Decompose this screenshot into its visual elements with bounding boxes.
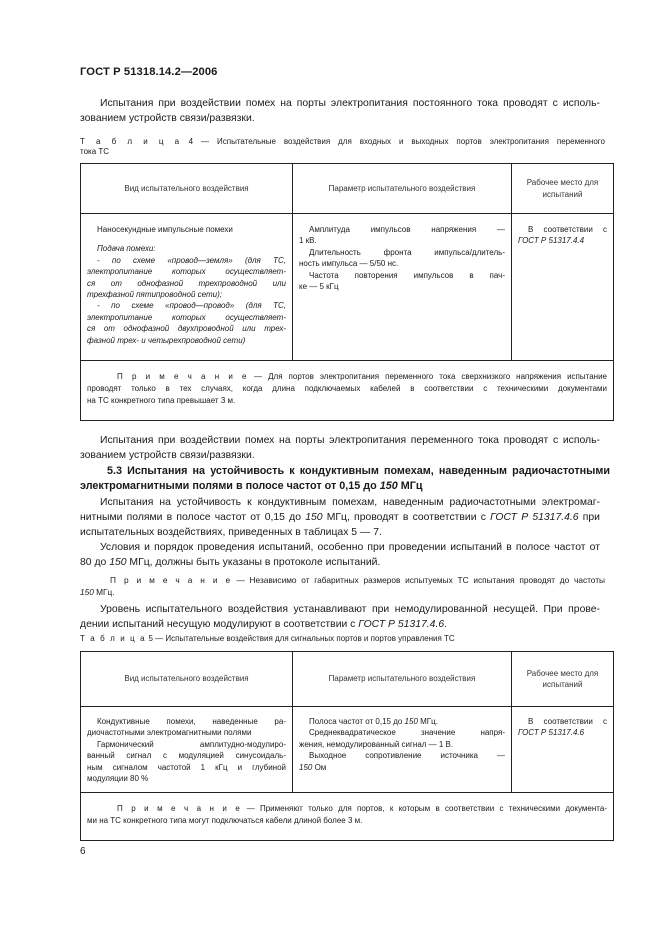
cell-line: электропитание которых осуществляет-: [87, 312, 286, 322]
cell-line: - по схеме «провод—земля» (для ТС,: [97, 255, 286, 265]
cell-line: В соответствии с: [528, 717, 607, 726]
caption-line: тока ТС: [80, 147, 110, 156]
table4-header-type: Вид испытательного воздействия: [81, 164, 293, 214]
paragraph-line: зованием устройств связи/развязки.: [80, 450, 255, 461]
note-line: ми на ТС конкретного типа могут подключаться кабели длиной более 3 м.: [87, 816, 363, 826]
paragraph-text: при: [578, 512, 600, 523]
cell-text: Ом: [312, 762, 327, 772]
cell-number: 150: [299, 762, 313, 772]
note-prefix: П р и м е ч а н и е: [117, 372, 249, 381]
table5-caption: [80, 634, 605, 644]
cell-number: 150: [404, 717, 418, 726]
table4-cell-parameter: [293, 214, 512, 361]
cell-line: ГОСТ Р 51317.4.4: [518, 236, 585, 246]
caption-text: 4 — Испытательные воздействия для входных и выходных портов электропитания переменного: [180, 137, 605, 146]
note-line: [80, 586, 605, 598]
caption-text: 5 — Испытательные воздействия для сигнальных портов и портов управления ТС: [146, 634, 455, 643]
note-prefix: П р и м е ч а н и е: [117, 804, 242, 813]
table4-cell-workplace: [512, 214, 614, 361]
table5-header-type: Вид испытательного воздействия: [81, 652, 293, 707]
table5-header-workplace: Рабочее место для испытаний: [512, 652, 614, 707]
note-line: проводят только в тех случаях, когда длина подключаемых кабелей в соответствии с техническими документами: [87, 384, 607, 394]
note-text: — Для портов электропитания переменного тока сверхнизкого напряжения испытание: [248, 372, 608, 381]
caption-line: [80, 634, 605, 644]
cell-line: Выходное сопротивление источника —: [309, 751, 505, 761]
standard-reference: ГОСТ Р 51317.4.6: [358, 619, 445, 630]
standard-reference: ГОСТ Р 51317.4.6: [490, 512, 579, 523]
table4-note-cell: [81, 361, 614, 421]
caption-prefix: Т а б л и ц а: [80, 634, 147, 643]
cell-line: Наносекундные импульсные помехи: [97, 225, 233, 234]
paragraph-line: Испытания при воздействии помех на порты электропитания переменного тока проводят с исполь-: [100, 435, 600, 446]
table5-cell-workplace: [512, 707, 614, 793]
paragraph-text: 80 до: [80, 557, 110, 568]
cell-text: Полоса частот от 0,15 до: [309, 717, 405, 726]
paragraph-line: испытательных воздействиях, приведенных в таблицах 5 — 7.: [80, 527, 382, 538]
cell-line: ся от однофазной двухпроводной или трех-: [87, 324, 286, 334]
table5: [80, 651, 614, 841]
cell-line: Длительность фронта импульса/длитель-: [309, 247, 505, 257]
page-number: 6: [80, 846, 86, 857]
cell-line: [299, 762, 505, 773]
cell-line: модуляции 80 %: [87, 774, 149, 784]
paragraph-text: МГц, проводят в соответствии с: [322, 512, 491, 523]
cell-line: ность импульса — 5/50 нс.: [299, 259, 399, 269]
cell-line: Среднеквадратическое значение напря-: [309, 728, 505, 738]
table5-cell-type: [81, 707, 293, 793]
cell-line: [299, 716, 505, 727]
note-text: МГц.: [93, 587, 115, 598]
paragraph-text: МГц, должны быть указаны в протоколе испытаний.: [126, 557, 381, 568]
note-line: [87, 803, 607, 815]
cell-line: диочастотными электромагнитными полями: [87, 728, 252, 738]
heading-text: МГц: [397, 480, 423, 492]
heading-text: электромагнитными полями в полосе частот от 0,15 до: [80, 480, 380, 492]
cell-line: электропитание которых осуществляет-: [87, 267, 286, 277]
cell-line: 1 кВ.: [299, 236, 317, 246]
paragraph-line: [80, 510, 600, 525]
paragraph-ac-ports: [80, 433, 600, 463]
note-line: [80, 574, 605, 586]
paragraph-text: дении испытаний несущую модулируют в соответствии с: [80, 619, 359, 630]
table5-header-parameter: Параметр испытательного воздействия: [293, 652, 512, 707]
cell-line: ванный сигнал с модуляцией синусоидаль-: [87, 751, 286, 761]
cell-line: - по схеме «провод—провод» (для ТС,: [97, 301, 286, 311]
paragraph-number: 150: [305, 512, 323, 523]
table4: [80, 163, 614, 421]
heading-number: 150: [379, 480, 398, 492]
section-5-3-heading: [80, 464, 610, 494]
cell-line: жения, немодулированный сигнал — 1 В.: [299, 739, 454, 749]
cell-line: Амплитуда импульсов напряжения —: [309, 225, 505, 234]
paragraph-line: [80, 555, 600, 570]
note-line: на ТС конкретного типа превышает 3 м.: [87, 396, 236, 406]
note-prefix: П р и м е ч а н и е: [110, 575, 232, 585]
cell-line: фазной трех- и четырехпроводной сети): [87, 335, 246, 345]
cell-line: В соответствии с: [528, 225, 607, 234]
heading-line: 5.3 Испытания на устойчивость к кондуктивным помехам, наведенным радиочастотными: [107, 465, 610, 477]
cell-line: ся от однофазной трехпроводной или: [87, 278, 286, 288]
cell-line: Гармонический амплитудно-модулиро-: [97, 739, 286, 749]
cell-line: ке — 5 кГц: [299, 282, 339, 292]
note-number: 150: [80, 587, 94, 598]
paragraph-line: зованием устройств связи/развязки.: [80, 113, 255, 124]
cell-line: Подача помехи:: [97, 244, 156, 254]
note-line: [87, 371, 607, 383]
table4-cell-type: [81, 214, 293, 361]
cell-line: ГОСТ Р 51317.4.6: [518, 728, 585, 738]
paragraph-number: 150: [109, 557, 127, 568]
caption-prefix: Т а б л и ц а: [80, 137, 181, 146]
table5-cell-parameter: [293, 707, 512, 793]
paragraph-section-5-3-1: [80, 495, 600, 540]
cell-line: трехфазной пятипроводной сети);: [87, 290, 222, 300]
note-text: — Применяют только для портов, к которым в соответствии с техническими документа-: [241, 804, 607, 813]
table4-caption: [80, 137, 605, 157]
note-text: — Независимо от габаритных размеров испытуемых ТС испытания проводят до частоты: [231, 575, 605, 585]
table4-header-parameter: Параметр испытательного воздействия: [293, 164, 512, 214]
paragraph-line: [80, 617, 600, 632]
paragraph-dc-ports: [80, 96, 600, 126]
cell-line: ным сигналом частотой 1 кГц и глубиной: [87, 762, 286, 772]
paragraph-text: нитными полями в полосе частот от 0,15 до: [80, 512, 306, 523]
caption-line: [80, 137, 605, 147]
cell-spacer: [87, 235, 286, 243]
cell-line: Кондуктивные помехи, наведенные ра-: [97, 717, 286, 726]
cell-line: Частота повторения импульсов в пач-: [309, 270, 505, 280]
document-code-header: ГОСТ Р 51318.14.2—2006: [80, 66, 218, 78]
table4-header-workplace: Рабочее место для испытаний: [512, 164, 614, 214]
paragraph-text: .: [444, 619, 447, 630]
paragraph-section-5-3-3: [80, 602, 600, 632]
paragraph-line: Уровень испытательного воздействия устанавливают при немодулированной несущей. При прове-: [100, 604, 600, 615]
paragraph-line: Испытания на устойчивость к кондуктивным помехам, наведенным радиочастотными электромаг-: [100, 497, 600, 508]
paragraph-section-5-3-2: [80, 540, 600, 570]
table5-note-cell: [81, 793, 614, 841]
cell-text: МГц.: [417, 717, 438, 726]
note-section-5-3: [80, 574, 605, 598]
paragraph-line: Условия и порядок проведения испытаний, особенно при проведении испытаний в полосе частот от: [100, 542, 600, 553]
paragraph-line: Испытания при воздействии помех на порты электропитания постоянного тока проводят с исполь-: [100, 98, 600, 109]
heading-line: [80, 479, 610, 494]
